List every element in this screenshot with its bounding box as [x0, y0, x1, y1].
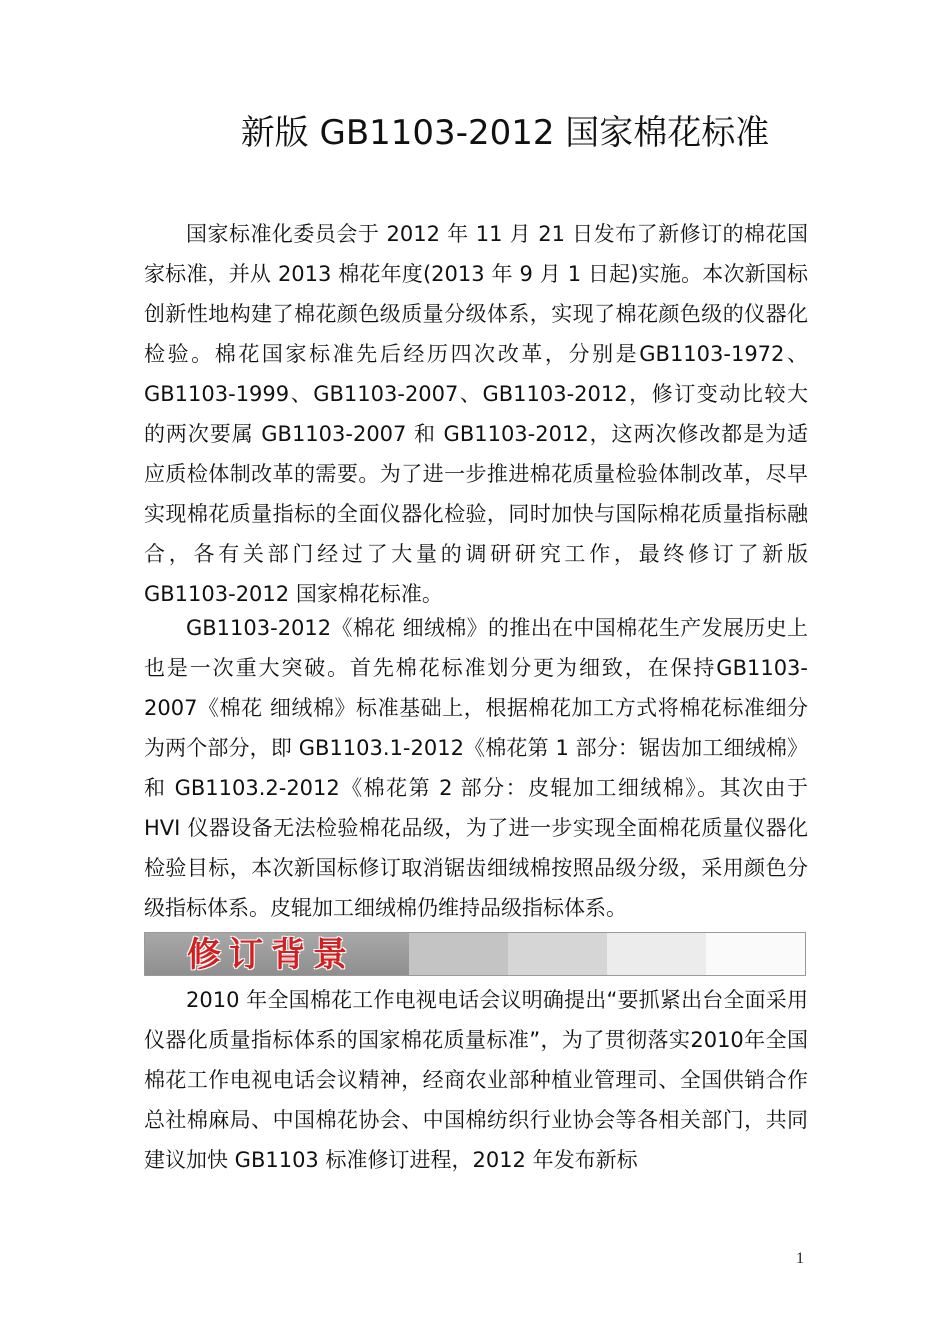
paragraph-breakthrough: GB1103-2012《棉花 细绒棉》的推出在中国棉花生产发展历史上也是一次重大突破。首先棉花标准划分更为细致，在保持GB1103-2007《棉花 细绒棉》标准基础上，根据棉花加工方式将棉花标准细分为两个部分，即 GB1103.1-2012《棉花第 1 部分：锯齿加工细绒棉》和 GB1103.2-2012《棉花第 2 部分：皮辊加工细绒棉》。其次由于 HVI 仪器设备无法检验棉花品级，为了进一步实现全面棉花质量仪器化检验目标，本次新国标修订取消锯齿细绒棉按照品级分级，采用颜色分级指标体系。皮辊加工细绒棉仍维持品级指标体系。 [144, 616, 808, 920]
banner-gradient-segment [508, 933, 607, 975]
paragraph-intro: 国家标准化委员会于 2012 年 11 月 21 日发布了新修订的棉花国家标准，并从 2013 棉花年度(2013 年 9 月 1 日起)实施。本次新国标创新性地构建了棉花颜色级质量分级体系，实现了棉花颜色级的仪器化检验。棉花国家标准先后经历四次改革，分别是GB1103-1972、GB1103-1999、GB1103-2007、GB1103-2012，修订变动比较大的两次要属 GB1103-2007 和 GB1103-2012，这两次修改都是为适应质检体制改革的需要。为了进一步推进棉花质量检验体制改革，尽早实现棉花质量指标的全面仪器化检验，同时加快与国际棉花质量指标融合，各有关部门经过了大量的调研研究工作，最终修订了新版 GB1103-2012 国家棉花标准。 [144, 222, 808, 606]
banner-main-segment [145, 933, 409, 975]
document-title: 新版 GB1103-2012 国家棉花标准 [240, 113, 770, 153]
paragraph-background: 2010 年全国棉花工作电视电话会议明确提出“要抓紧出台全面采用仪器化质量指标体系的国家棉花质量标准”，为了贯彻落实2010年全国棉花工作电视电话会议精神，经商农业部种植业管理司、全国供销合作总社棉麻局、中国棉花协会、中国棉纺织行业协会等各相关部门，共同建议加快 GB1103 标准修订进程，2012 年发布新标 [144, 988, 808, 1172]
banner-gradient-segment [607, 933, 706, 975]
section-heading-banner [144, 932, 806, 976]
banner-gradient-segment [409, 933, 508, 975]
section-heading-label: 修订背景 [187, 935, 355, 975]
page-number: 1 [796, 1250, 804, 1267]
banner-gradient-segment [706, 933, 805, 975]
